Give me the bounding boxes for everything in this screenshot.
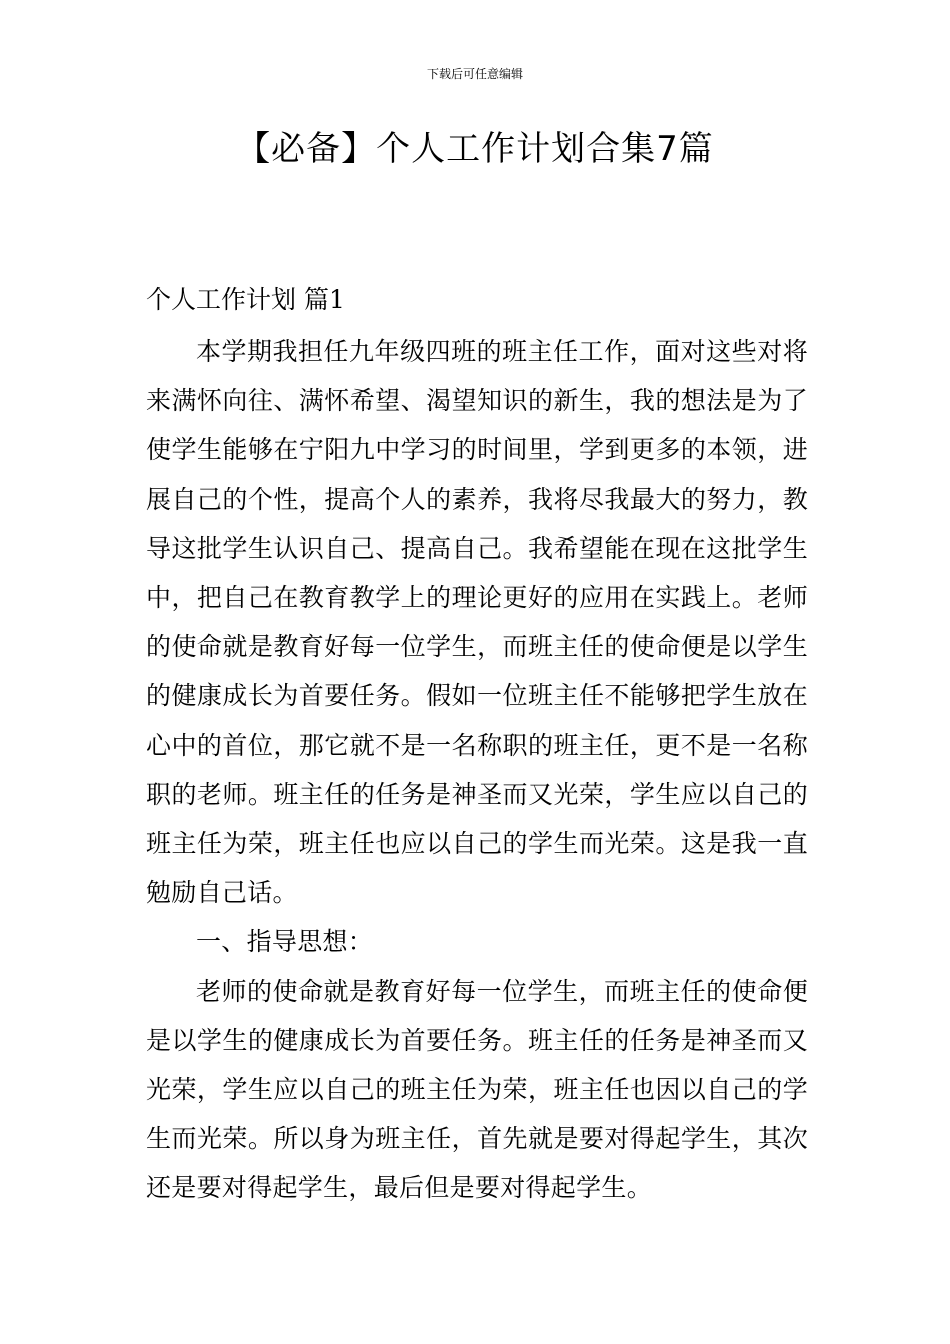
section-heading: 个人工作计划 篇1 [146, 285, 345, 314]
paragraph-intro: 本学期我担任九年级四班的班主任工作，面对这些对将来满怀向往、满怀希望、渴望知识的新生，我的想法是为了使学生能够在宁阳九中学习的时间里，学到更多的本领，进展自己的个性，提高个人的素养，我将尽我最大的努力，教导这批学生认识自己、提高自己。我希望能在现在这批学生中，把自己在教育教学上的理论更好的应用在实践上。老师的使命就是教育好每一位学生，而班主任的使命便是以学生的健康成长为首要任务。假如一位班主任不能够把学生放在心中的首位，那它就不是一名称职的班主任，更不是一名称职的老师。班主任的任务是神圣而又光荣，学生应以自己的班主任为荣，班主任也应以自己的学生而光荣。这是我一直勉励自己话。 [146, 337, 808, 908]
header-note: 下载后可任意编辑 [426, 67, 523, 81]
document-title: 【必备】个人工作计划合集7篇 [236, 129, 714, 169]
paragraph-guiding-text: 老师的使命就是教育好每一位学生，而班主任的使命便是以学生的健康成长为首要任务。班主任的任务是神圣而又光荣，学生应以自己的班主任为荣，班主任也因以自己的学生而光荣。所以身为班主任，首先就是要对得起学生，其次还是要对得起学生，最后但是要对得起学生。 [146, 976, 808, 1203]
paragraph-guiding-heading: 一、指导思想： [196, 927, 374, 957]
document-body [146, 327, 808, 1213]
